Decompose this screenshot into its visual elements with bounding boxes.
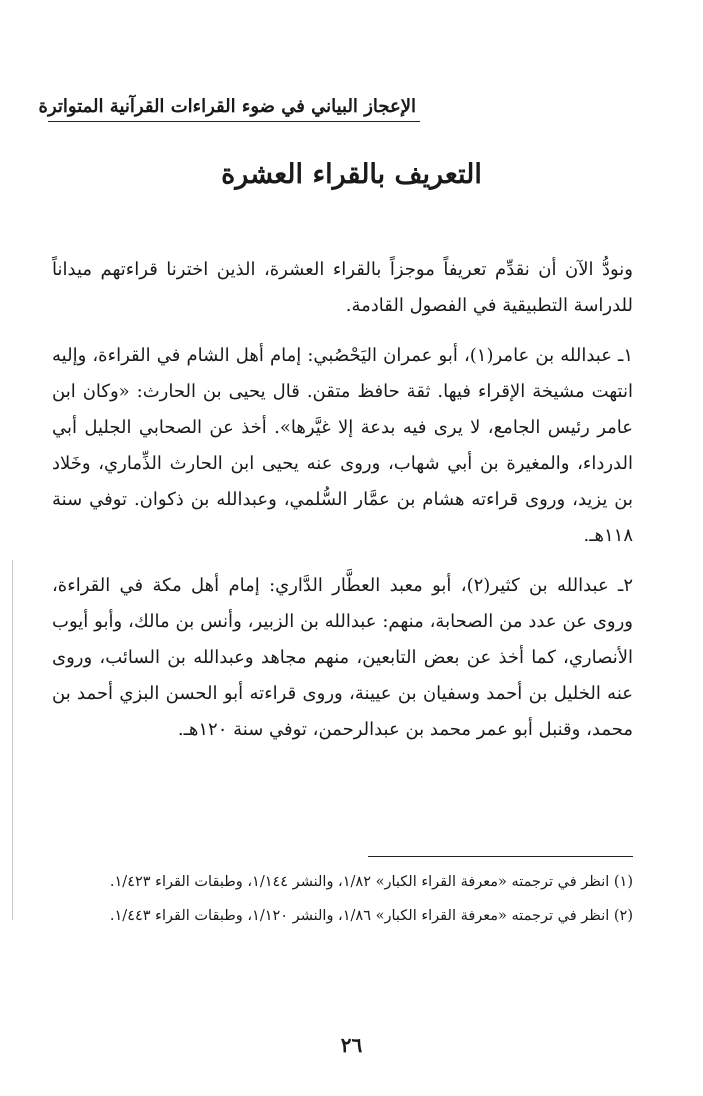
header-rule — [48, 121, 420, 122]
running-header: الإعجاز البياني في ضوء القراءات القرآنية المتواترة — [38, 96, 416, 117]
reader-entry-ibn-amir: ١ـ عبدالله بن عامر(١)، أبو عمران اليَحْصُبي: إمام أهل الشام في القراءة، وإليه انتهت مشيخة الإقراء فيها. ثقة حافظ متقن. قال يحيى بن الحارث: «وكان ابن عامر رئيس الجامع، لا يرى فيه بدعة إلا غيَّرها». أخذ عن الصحابي الجليل أبي الدرداء، والمغيرة بن أبي شهاب، وروى عنه يحيى ابن الحارث الذِّماري، وخَلاد بن يزيد، وروى قراءته هشام بن عمَّار السُّلمي، وعبدالله بن ذكوان. توفي سنة ١١٨هـ. — [52, 345, 634, 546]
footnotes — [52, 866, 633, 934]
reader-entry-ibn-kathir: ٢ـ عبدالله بن كثير(٢)، أبو معبد العطَّار الدَّاري: إمام أهل مكة في القراءة، وروى عن عدد من الصحابة، منهم: عبدالله بن الزبير، وأنس بن مالك، وأبو أيوب الأنصاري، كما أخذ عن بعض التابعين، منهم مجاهد وعبدالله بن السائب، وروى عنه الخليل بن أحمد وسفيان بن عيينة، وروى قراءته أبو الحسن البزي أحمد بن محمد، وقنبل أبو عمر محمد بن عبدالرحمن، توفي سنة ١٢٠هـ. — [52, 575, 633, 740]
footnote-1: (١) انظر في ترجمته «معرفة القراء الكبار» ١/٨٢، والنشر ١/١٤٤، وطبقات القراء ١/٤٢٣. — [109, 874, 633, 890]
footnote-2: (٢) انظر في ترجمته «معرفة القراء الكبار» ١/٨٦، والنشر ١/١٢٠، وطبقات القراء ١/٤٤٣. — [109, 908, 633, 924]
footnote-separator — [368, 856, 633, 857]
page-number: ٢٦ — [340, 1033, 363, 1057]
scan-edge-line — [12, 560, 13, 920]
intro-paragraph: ونودُّ الآن أن نقدِّم تعريفاً موجزاً بالقراء العشرة، الذين اخترنا قراءتهم ميداناً للدراسة التطبيقية في الفصول القادمة. — [52, 259, 633, 316]
body-text — [52, 252, 633, 762]
chapter-title: التعريف بالقراء العشرة — [221, 159, 482, 190]
